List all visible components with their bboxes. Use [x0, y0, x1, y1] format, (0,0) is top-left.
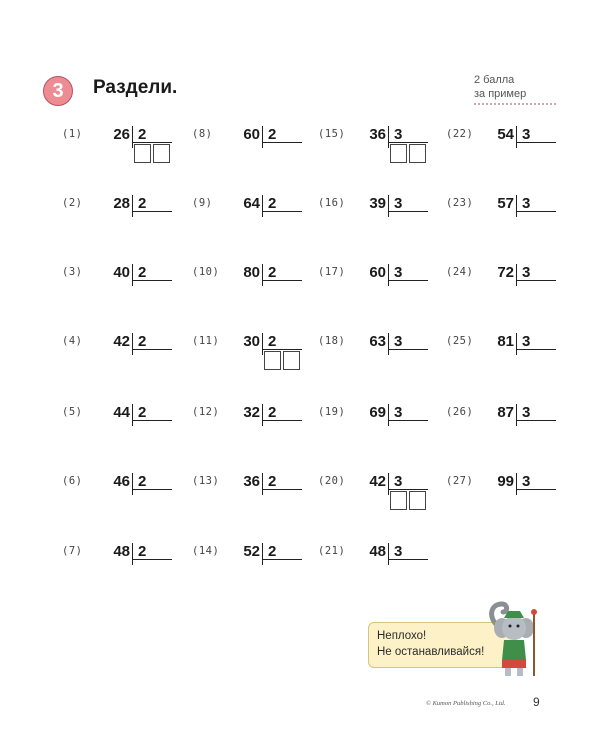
dividend: 39	[369, 195, 386, 212]
division-bracket	[132, 195, 172, 217]
score-note	[474, 73, 556, 105]
problem-number: (21)	[318, 545, 346, 557]
dividend: 52	[243, 543, 260, 560]
divisor-underline	[517, 211, 556, 212]
divisor-underline	[263, 420, 302, 421]
division-problem	[318, 473, 452, 517]
divisor: 2	[268, 543, 277, 560]
division-problem	[318, 543, 452, 587]
division-problem	[318, 195, 452, 239]
dividend: 54	[497, 126, 514, 143]
problem-number: (1)	[62, 128, 83, 140]
divisor-underline	[389, 142, 428, 143]
division-bracket	[516, 473, 556, 495]
answer-box[interactable]	[153, 144, 170, 163]
division-problem	[318, 404, 452, 448]
problem-number: (24)	[446, 266, 474, 278]
divisor-underline	[517, 280, 556, 281]
dividend: 60	[243, 126, 260, 143]
division-bracket	[132, 264, 172, 286]
page-number: 9	[533, 695, 540, 709]
division-problem	[62, 126, 196, 170]
division-problem	[318, 264, 452, 308]
divisor: 3	[522, 473, 531, 490]
divisor: 2	[138, 543, 147, 560]
divisor-underline	[517, 349, 556, 350]
divisor: 3	[394, 264, 403, 281]
divisor-underline	[389, 489, 428, 490]
divisor-underline	[263, 142, 302, 143]
divisor-underline	[263, 211, 302, 212]
bubble-line2: Не останавливайся!	[377, 646, 485, 658]
answer-box[interactable]	[390, 491, 407, 510]
dividend: 69	[369, 404, 386, 421]
divisor: 2	[138, 404, 147, 421]
divisor: 3	[394, 473, 403, 490]
dividend: 87	[497, 404, 514, 421]
division-problem	[446, 126, 580, 170]
division-bracket	[388, 404, 428, 426]
division-problem	[192, 543, 326, 587]
divisor: 3	[522, 264, 531, 281]
division-problem	[62, 543, 196, 587]
divisor-underline	[517, 489, 556, 490]
divisor: 2	[138, 195, 147, 212]
problem-number: (9)	[192, 197, 213, 209]
divisor: 3	[394, 126, 403, 143]
division-bracket	[262, 195, 302, 217]
division-problem	[446, 195, 580, 239]
division-problem	[192, 333, 326, 377]
divisor-underline	[263, 349, 302, 350]
division-problem	[62, 195, 196, 239]
division-bracket	[262, 264, 302, 286]
divisor-underline	[389, 420, 428, 421]
problem-number: (6)	[62, 475, 83, 487]
dividend: 26	[113, 126, 130, 143]
problem-number: (23)	[446, 197, 474, 209]
division-bracket	[388, 195, 428, 217]
problem-number: (2)	[62, 197, 83, 209]
elephant-mascot-icon	[484, 598, 544, 678]
division-bracket	[388, 543, 428, 565]
division-problem	[62, 404, 196, 448]
problem-number: (17)	[318, 266, 346, 278]
dividend: 46	[113, 473, 130, 490]
division-problem	[192, 264, 326, 308]
division-problem	[192, 195, 326, 239]
answer-box[interactable]	[409, 144, 426, 163]
copyright-text: © Kumon Publishing Co., Ltd.	[426, 700, 506, 707]
division-problem	[192, 473, 326, 517]
problem-number: (14)	[192, 545, 220, 557]
division-bracket	[388, 333, 428, 355]
division-bracket	[516, 264, 556, 286]
division-bracket	[262, 543, 302, 565]
dividend: 81	[497, 333, 514, 350]
dividend: 57	[497, 195, 514, 212]
problem-number: (22)	[446, 128, 474, 140]
problem-number: (27)	[446, 475, 474, 487]
answer-boxes	[134, 144, 170, 163]
answer-box[interactable]	[409, 491, 426, 510]
answer-boxes	[390, 491, 426, 510]
dividend: 30	[243, 333, 260, 350]
divisor: 2	[268, 126, 277, 143]
division-bracket	[132, 333, 172, 355]
score-note-line2: за пример	[474, 87, 556, 105]
answer-box[interactable]	[264, 351, 281, 370]
division-bracket	[516, 333, 556, 355]
divisor-underline	[133, 142, 172, 143]
problem-number: (12)	[192, 406, 220, 418]
divisor: 3	[522, 126, 531, 143]
division-bracket	[132, 404, 172, 426]
dividend: 32	[243, 404, 260, 421]
problem-number: (15)	[318, 128, 346, 140]
divisor: 3	[394, 333, 403, 350]
problem-number: (4)	[62, 335, 83, 347]
answer-box[interactable]	[390, 144, 407, 163]
division-bracket	[516, 126, 556, 148]
divisor: 2	[268, 473, 277, 490]
problem-number: (3)	[62, 266, 83, 278]
division-problem	[62, 473, 196, 517]
divisor-underline	[389, 559, 428, 560]
divisor: 2	[138, 333, 147, 350]
divisor-underline	[263, 280, 302, 281]
divisor-underline	[133, 420, 172, 421]
answer-box[interactable]	[134, 144, 151, 163]
division-bracket	[262, 473, 302, 495]
divisor: 2	[138, 473, 147, 490]
dividend: 28	[113, 195, 130, 212]
section-title: Раздели.	[93, 77, 178, 98]
problem-number: (20)	[318, 475, 346, 487]
divisor-underline	[133, 489, 172, 490]
problem-number: (26)	[446, 406, 474, 418]
division-bracket	[262, 126, 302, 148]
divisor-underline	[133, 349, 172, 350]
division-problem	[446, 404, 580, 448]
divisor: 2	[138, 264, 147, 281]
divisor-underline	[133, 211, 172, 212]
problem-number: (10)	[192, 266, 220, 278]
problem-number: (8)	[192, 128, 213, 140]
divisor: 2	[268, 195, 277, 212]
division-problem	[192, 126, 326, 170]
dividend: 40	[113, 264, 130, 281]
bubble-line1: Неплохо!	[377, 630, 427, 642]
dividend: 42	[369, 473, 386, 490]
division-bracket	[132, 473, 172, 495]
problem-number: (19)	[318, 406, 346, 418]
dividend: 48	[113, 543, 130, 560]
score-note-line1: 2 балла	[474, 74, 515, 86]
division-problem	[446, 473, 580, 517]
divisor-underline	[517, 142, 556, 143]
divisor: 3	[394, 195, 403, 212]
divisor-underline	[133, 280, 172, 281]
division-bracket	[262, 404, 302, 426]
dividend: 64	[243, 195, 260, 212]
answer-box[interactable]	[283, 351, 300, 370]
divisor: 3	[394, 404, 403, 421]
division-bracket	[132, 543, 172, 565]
dividend: 63	[369, 333, 386, 350]
division-bracket	[516, 404, 556, 426]
dividend: 42	[113, 333, 130, 350]
answer-boxes	[264, 351, 300, 370]
problem-number: (13)	[192, 475, 220, 487]
divisor: 3	[522, 404, 531, 421]
dividend: 99	[497, 473, 514, 490]
problem-number: (16)	[318, 197, 346, 209]
problem-number: (5)	[62, 406, 83, 418]
division-bracket	[388, 264, 428, 286]
divisor-underline	[517, 420, 556, 421]
problem-number: (11)	[192, 335, 220, 347]
dividend: 44	[113, 404, 130, 421]
dividend: 36	[243, 473, 260, 490]
divisor-underline	[263, 559, 302, 560]
divisor: 2	[138, 126, 147, 143]
divisor: 2	[268, 404, 277, 421]
dividend: 48	[369, 543, 386, 560]
divisor-underline	[263, 489, 302, 490]
division-bracket	[516, 195, 556, 217]
divisor: 2	[268, 333, 277, 350]
divisor-underline	[389, 280, 428, 281]
problem-number: (18)	[318, 335, 346, 347]
division-problem	[62, 264, 196, 308]
answer-boxes	[390, 144, 426, 163]
division-problem	[318, 333, 452, 377]
divisor-underline	[133, 559, 172, 560]
problem-number: (7)	[62, 545, 83, 557]
division-problem	[62, 333, 196, 377]
division-problem	[446, 264, 580, 308]
divisor: 3	[522, 195, 531, 212]
dividend: 36	[369, 126, 386, 143]
divisor-underline	[389, 349, 428, 350]
divisor: 2	[268, 264, 277, 281]
divisor: 3	[522, 333, 531, 350]
problem-number: (25)	[446, 335, 474, 347]
division-problem	[446, 333, 580, 377]
section-number-badge: 3	[43, 76, 73, 106]
dividend: 72	[497, 264, 514, 281]
divisor: 3	[394, 543, 403, 560]
divisor-underline	[389, 211, 428, 212]
dividend: 80	[243, 264, 260, 281]
dividend: 60	[369, 264, 386, 281]
division-problem	[318, 126, 452, 170]
division-problem	[192, 404, 326, 448]
